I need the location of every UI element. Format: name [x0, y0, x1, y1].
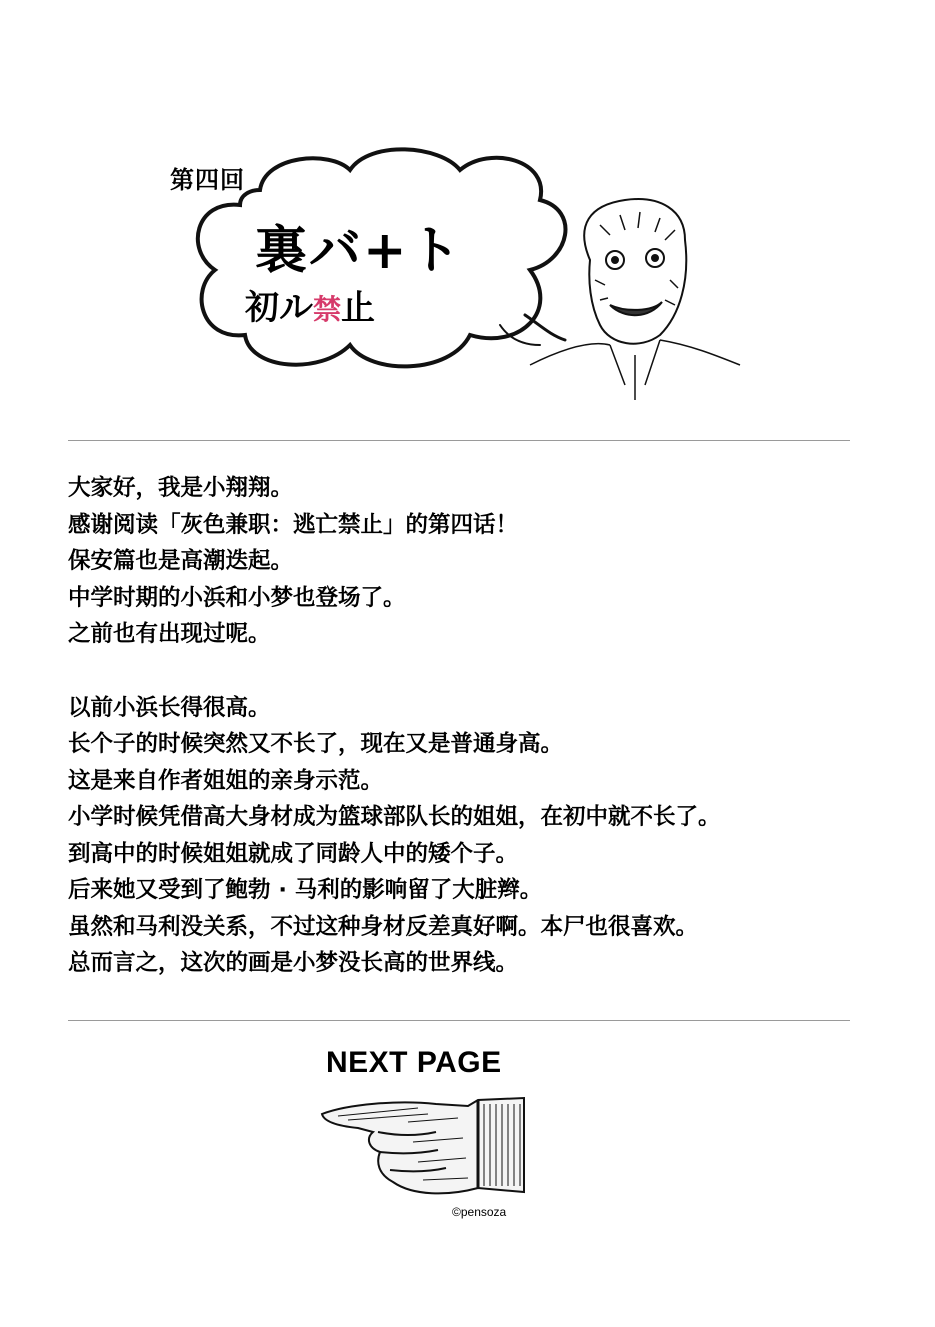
text-line: 以前小浜长得很高。 — [68, 694, 271, 721]
copyright-text: ©pensoza — [452, 1205, 507, 1219]
logo-subtitle-accent: 禁 — [313, 293, 342, 326]
text-line: 后来她又受到了鲍勃 · 马利的影响留了大脏辫。 — [68, 877, 543, 903]
text-line: 保安篇也是高潮迭起。 — [68, 548, 294, 574]
series-logo-subtitle — [245, 280, 375, 329]
text-line: 长个子的时候突然又不长了，现在又是普通身高。 — [68, 731, 564, 757]
series-logo-title: 裏バ+ト — [255, 220, 463, 281]
text-line: 总而言之，这次的画是小梦没长高的世界线。 — [68, 950, 519, 976]
bottom-divider — [68, 1020, 850, 1021]
afterword-text — [68, 470, 928, 982]
text-line: 虽然和马利没关系，不过这种身材反差真好啊。本尸也很喜欢。 — [68, 913, 699, 940]
text-line: 到高中的时候姐姐就成了同龄人中的矮个子。 — [68, 840, 519, 867]
text-line: 中学时期的小浜和小梦也登场了。 — [68, 584, 406, 611]
top-divider — [68, 440, 850, 441]
face-sketch-icon — [530, 199, 740, 400]
logo-subtitle-tail: 止 — [341, 288, 376, 328]
text-line: 这是来自作者姐姐的亲身示范。 — [68, 767, 384, 794]
text-line: 之前也有出现过呢。 — [68, 621, 271, 647]
pointing-hand-icon — [318, 1092, 530, 1200]
next-page-label[interactable]: NEXT PAGE — [326, 1046, 502, 1079]
episode-label: 第四回 — [170, 166, 245, 194]
text-line: 感谢阅读「灰色兼职：逃亡禁止」的第四话！ — [68, 511, 519, 538]
logo-subtitle-main: 初ル — [245, 288, 313, 328]
paragraph-gap — [68, 653, 928, 690]
text-line: 大家好，我是小翔翔。 — [68, 475, 294, 501]
text-line: 小学时候凭借高大身材成为篮球部队长的姐姐，在初中就不长了。 — [68, 804, 721, 830]
